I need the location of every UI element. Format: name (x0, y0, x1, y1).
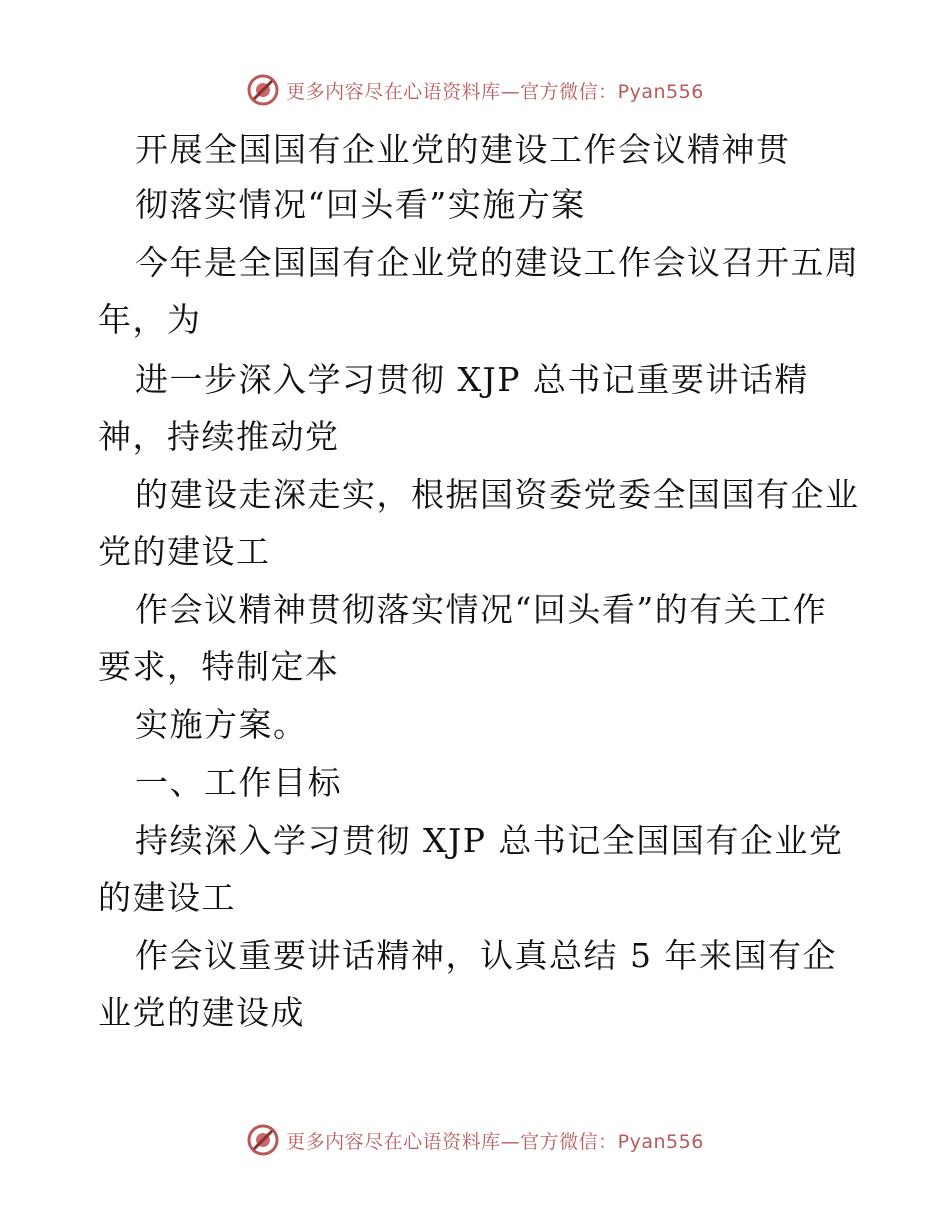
section-heading: 一、工作目标 (135, 763, 342, 802)
doc-title-line-2: 彻落实情况“回头看”实施方案 (135, 185, 586, 224)
banner-text: 更多内容尽在心语资料库—官方微信：Pyan556 (286, 80, 704, 103)
paragraph-line: 党的建设工 (98, 532, 271, 571)
paragraph-line: 的建设工 (98, 878, 236, 917)
paragraph-line: 年，为 (98, 300, 202, 339)
paragraph-line: 持续深入学习贯彻 XJP 总书记全国国有企业党 (135, 821, 844, 860)
paragraph-line: 作会议重要讲话精神，认真总结 5 年来国有企 (135, 936, 837, 975)
paragraph-line: 要求，特制定本 (98, 647, 340, 686)
paragraph-line: 的建设走深走实，根据国资委党委全国国有企业 (135, 475, 860, 514)
paragraph-line: 业党的建设成 (98, 993, 305, 1032)
paragraph-line: 作会议精神贯彻落实情况“回头看”的有关工作 (135, 590, 828, 629)
seal-logo-icon (246, 73, 280, 107)
header-banner (0, 70, 950, 110)
paragraph-line: 神，持续推动党 (98, 417, 340, 456)
paragraph-line: 进一步深入学习贯彻 XJP 总书记重要讲话精 (135, 360, 809, 399)
paragraph-line: 今年是全国国有企业党的建设工作会议召开五周 (135, 243, 860, 282)
banner-text: 更多内容尽在心语资料库—官方微信：Pyan556 (286, 1130, 704, 1153)
doc-title-line-1: 开展全国国有企业党的建设工作会议精神贯 (135, 130, 791, 169)
footer-banner (0, 1120, 950, 1160)
seal-logo-icon (246, 1123, 280, 1157)
paragraph-line: 实施方案。 (135, 705, 308, 744)
